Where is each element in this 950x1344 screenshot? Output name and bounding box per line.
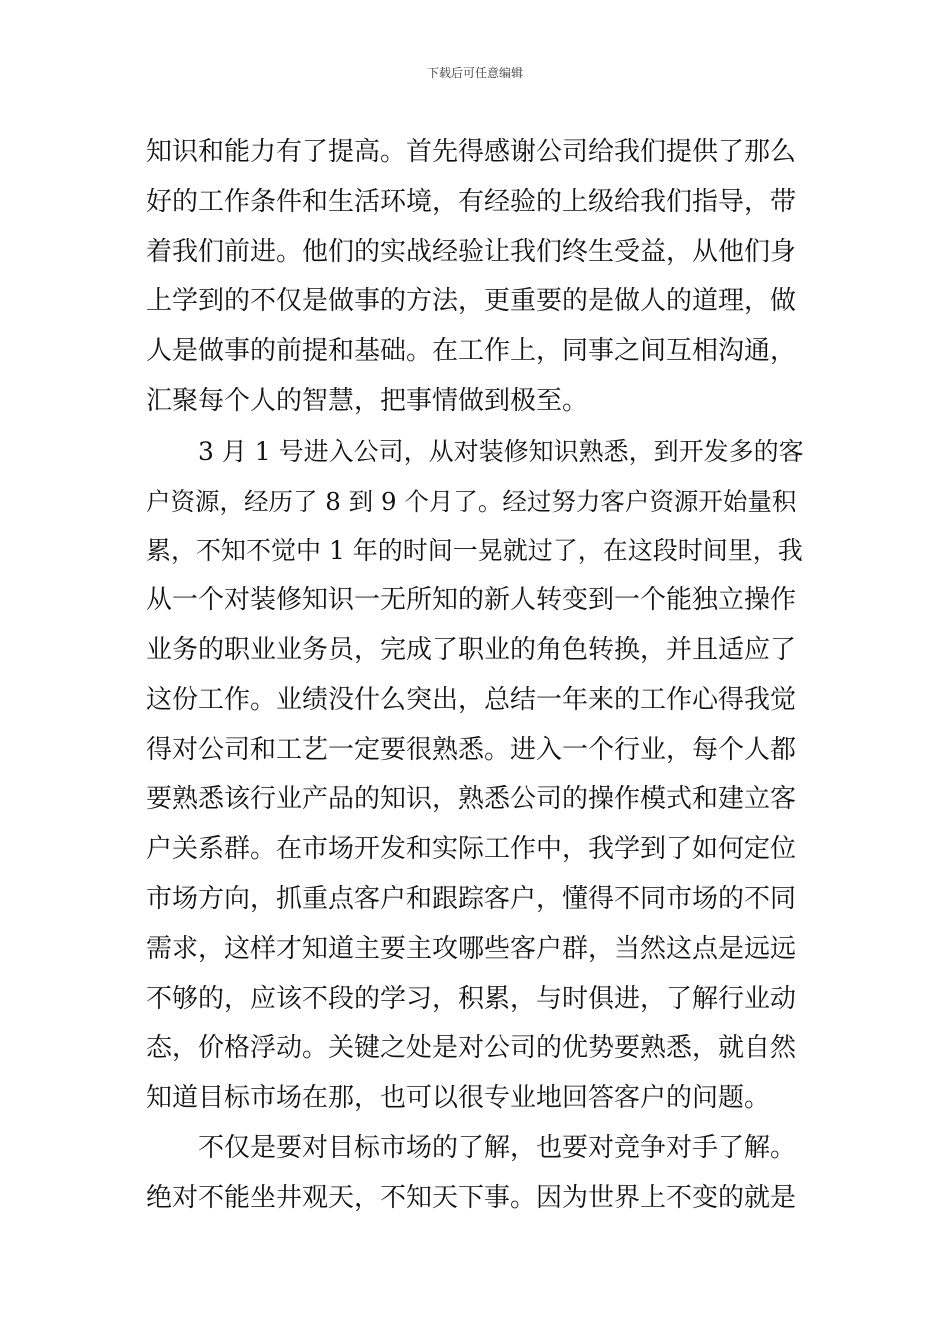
paragraph-start-line: 不仅是要对目标市场的了解，也要对竞争对手了解。 <box>198 1132 797 1163</box>
text-line: 要熟悉该行业产品的知识，熟悉公司的操作模式和建立客 <box>146 784 797 815</box>
text-line: 人是做事的前提和基础。在工作上，同事之间互相沟通， <box>146 336 797 367</box>
text-line: 从一个对装修知识一无所知的新人转变到一个能独立操作 <box>146 585 797 616</box>
text-line: 累，不知不觉中 1 年的时间一晃就过了，在这段时间里，我 <box>146 536 803 566</box>
text-line: 户资源，经历了 8 到 9 个月了。经过努力客户资源开始量积 <box>146 486 797 516</box>
download-note: 下载后可任意编辑 <box>426 66 523 80</box>
text-line: 知识和能力有了提高。首先得感谢公司给我们提供了那么 <box>146 137 797 167</box>
document-body <box>146 128 806 1224</box>
text-line: 汇聚每个人的智慧，把事情做到极至。 <box>146 385 589 416</box>
text-line: 好的工作条件和生活环境，有经验的上级给我们指导，带 <box>146 186 797 217</box>
text-line: 这份工作。业绩没什么突出，总结一年来的工作心得我觉 <box>146 684 797 715</box>
text-line: 绝对不能坐井观天，不知天下事。因为世界上不变的就是 <box>146 1182 797 1213</box>
text-line: 业务的职业业务员，完成了职业的角色转换，并且适应了 <box>146 634 797 665</box>
text-line: 需求，这样才知道主要主攻哪些客户群，当然这点是远远 <box>146 933 797 964</box>
text-line: 户关系群。在市场开发和实际工作中，我学到了如何定位 <box>146 834 797 865</box>
text-line: 态，价格浮动。关键之处是对公司的优势要熟悉，就自然 <box>146 1033 797 1064</box>
text-line: 知道目标市场在那，也可以很专业地回答客户的问题。 <box>146 1083 771 1114</box>
text-line: 得对公司和工艺一定要很熟悉。进入一个行业，每个人都 <box>146 734 797 765</box>
text-line: 着我们前进。他们的实战经验让我们终生受益，从他们身 <box>146 236 797 267</box>
text-line: 市场方向，抓重点客户和跟踪客户，懂得不同市场的不同 <box>146 883 797 914</box>
text-line: 不够的，应该不段的学习，积累，与时俱进，了解行业动 <box>146 983 797 1014</box>
paragraph-start-line: 3 月 1 号进入公司，从对装修知识熟悉，到开发多的客 <box>198 436 804 466</box>
text-line: 上学到的不仅是做事的方法，更重要的是做人的道理，做 <box>146 286 797 317</box>
